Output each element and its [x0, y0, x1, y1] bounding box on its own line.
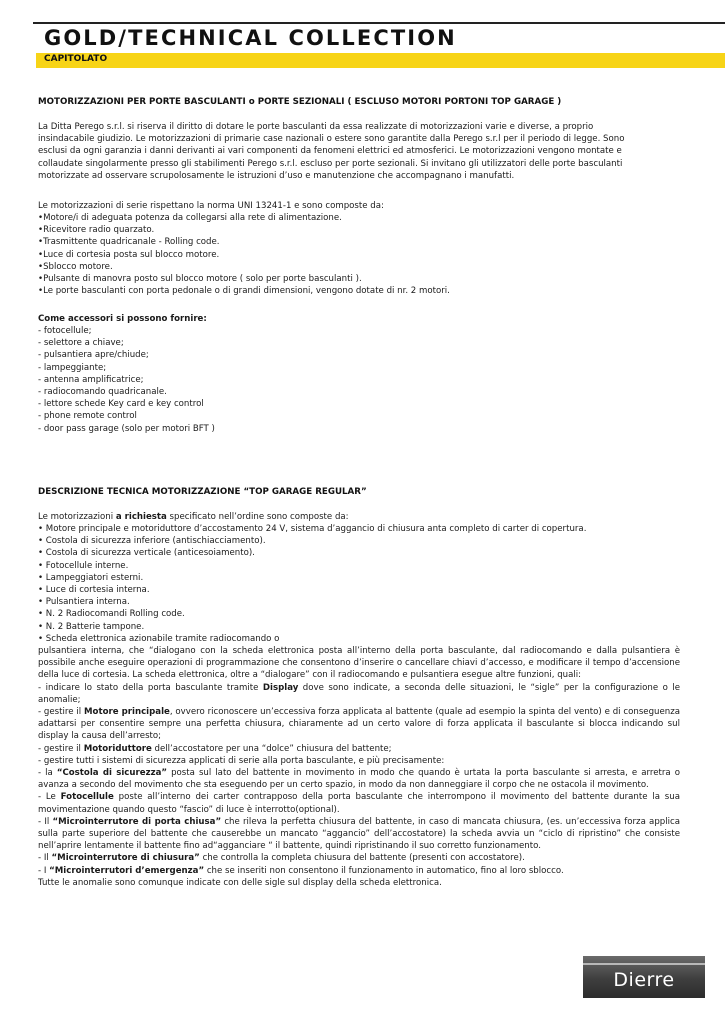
list-item: • Costola di sicurezza verticale (anticesoiamento).: [38, 548, 255, 559]
intro-line: esclusi da ogni garanzia i danni derivanti ai vari componenti da fenomeni elettrici ed atmosferici. Le motorizzazioni vengono montate e: [38, 146, 622, 157]
text-run-bold: Fotocellule: [60, 792, 114, 803]
paragraph: Tutte le anomalie sono comunque indicate con delle sigle sul display della scheda elettronica.: [38, 877, 442, 888]
request-intro: [38, 511, 680, 523]
paragraph: [38, 816, 680, 853]
text-run-bold: Display: [262, 682, 299, 693]
list-item: - pulsantiera apre/chiude;: [38, 350, 149, 361]
list-item: - phone remote control: [38, 411, 137, 422]
page-title: GOLD/TECHNICAL COLLECTION: [44, 26, 457, 50]
list-item: - lettore schede Key card e key control: [38, 399, 204, 410]
text-run: dove sono indicate, a seconda delle situazioni, le “sigle” per la configurazione o le anomalie;: [38, 682, 680, 705]
intro-line: La Ditta Perego s.r.l. si riserva il diritto di dotare le porte basculanti da essa realizzate di motorizzazioni varie e diverse, a proprio: [38, 122, 594, 132]
logo-text: Dierre: [613, 969, 675, 991]
paragraph: [38, 865, 680, 877]
text-run: che controlla la completa chiusura del battente (presenti con accostatore).: [199, 853, 525, 864]
intro-line: collaudate singolarmente presso gli stabilimenti Perego s.r.l. escluso per porte sezionali. Si invitano gli utilizzatori delle porte basculanti: [38, 158, 623, 169]
section1-heading: MOTORIZZAZIONI PER PORTE BASCULANTI o PORTE SEZIONALI ( ESCLUSO MOTORI PORTONI TOP GARAGE ): [38, 97, 562, 107]
text-run-bold: “Microinterrutore di chiusura”: [51, 853, 200, 864]
request-bold: a richiesta: [115, 512, 167, 522]
dierre-logo: [583, 956, 705, 998]
list-item: • Luce di cortesia interna.: [38, 585, 150, 596]
standard-intro: Le motorizzazioni di serie rispettano la norma UNI 13241-1 e sono composte da:: [38, 201, 384, 211]
paragraph: [38, 791, 680, 815]
list-item: - selettore a chiave;: [38, 338, 124, 349]
text-run-bold: “Costola di sicurezza”: [56, 768, 168, 779]
list-item: - antenna amplificatrice;: [38, 374, 144, 385]
list-item: • Scheda elettronica azionabile tramite radiocomando o: [38, 633, 280, 644]
top-garage-components-list: [38, 523, 680, 645]
list-item: • Fotocellule interne.: [38, 560, 129, 571]
list-item: • Motore principale e motoriduttore d’accostamento 24 V, sistema d’aggancio di chiusura anta completo di carter di copertura.: [38, 524, 587, 534]
paragraph: pulsantiera interna, che “dialogano con la scheda elettronica posta all’interno della porta basculante, dal radiocomando e dalla pulsantiera è possibile anche eseguire operazioni di programmazione che consentono d’inserire o cancellare chiavi d’accesso, e modificare il tempo d’accensione della luce di cortesia. La scheda elettronica, oltre a “dialogare” con il radiocomando e pulsantiera esegue altre funzioni, quali:: [38, 646, 680, 681]
list-item: •Sblocco motore.: [38, 261, 113, 272]
text-run-bold: “Microinterrutore di porta chiusa”: [52, 816, 222, 827]
paragraph: [38, 852, 680, 864]
list-item: •Motore/i di adeguata potenza da collegarsi alla rete di alimentazione.: [38, 213, 342, 223]
text-run: posta sul lato del battente in movimento in modo che quando è urtata la porta basculante si arresta, e arretra o avanza a secondo del movimento che sta eseguendo per un certo spazio, in modo da non danneggiare il corpo che ne ostacola il movimento.: [38, 768, 680, 791]
intro-line: insindacabile giudizio. Le motorizzazioni di primarie case nazionali o estere sono garantite dalla Perego s.r.l per il periodo di legge. Sono: [38, 134, 625, 145]
section2-heading: DESCRIZIONE TECNICA MOTORIZZAZIONE “TOP GARAGE REGULAR”: [38, 487, 367, 497]
list-item: •Trasmittente quadricanale - Rolling code.: [38, 237, 220, 248]
text-run: - indicare lo stato della porta basculante tramite: [38, 682, 263, 693]
text-run: - gestire il: [38, 743, 84, 754]
list-item: •Le porte basculanti con porta pedonale o di grandi dimensioni, vengono dotate di nr. 2 motori.: [38, 286, 450, 297]
text-run-bold: Motoriduttore: [83, 743, 152, 754]
intro-line: motorizzate ad osservare scrupolosamente le istruzioni d’uso e manutenzione che accompagnano i manufatti.: [38, 170, 515, 181]
text-run: - I: [38, 865, 50, 876]
request-pre: Le motorizzazioni: [38, 512, 116, 522]
list-item: • Pulsantiera interna.: [38, 597, 130, 608]
list-item: • Lampeggiatori esterni.: [38, 572, 144, 583]
list-item: •Pulsante di manovra posto sul blocco motore ( solo per porte basculanti ).: [38, 274, 362, 285]
text-run: - Il: [38, 816, 53, 827]
section-band: [36, 53, 725, 68]
text-run-bold: Motore principale: [84, 707, 170, 718]
paragraph: [38, 682, 680, 706]
paragraph: [38, 767, 680, 791]
functions-body: [38, 645, 680, 889]
list-item: - lampeggiante;: [38, 362, 107, 373]
paragraph: - gestire tutti i sistemi di sicurezza applicati di serie alla porta basculante, e più precisamente:: [38, 755, 445, 766]
text-run-bold: “Microinterrutori d’emergenza”: [49, 865, 205, 876]
paragraph: [38, 743, 680, 755]
text-run: poste all’interno dei carter contrapposo della porta basculante che interrompono il movimento del battente durante la sua movimentazione quando questo “fascio” di luce è interrotto(optional).: [38, 792, 680, 815]
text-run: dell’accostatore per una “dolce” chiusura del battente;: [151, 743, 392, 754]
list-item: • N. 2 Batterie tampone.: [38, 621, 145, 632]
text-run: che rileva la perfetta chiusura del battente, in caso di mancata chiusura, (es. un’eccessiva forza applica sulla parte superiore del battente che causerebbe un mancato “aggancio” dell’accostatore) la scheda avvia un “ciclo di ripristino” che consiste nell’aprire lentamente il battente fino ad“agganciare “ il battente, quindi ripristinando il suo corretto funzionamento.: [38, 816, 680, 852]
list-item: •Ricevitore radio quarzato.: [38, 225, 155, 236]
standard-components-list: [38, 212, 680, 297]
text-run: - gestire il: [38, 707, 84, 718]
list-item: • Costola di sicurezza inferiore (antischiacciamento).: [38, 536, 266, 547]
list-item: - radiocomando quadricanale.: [38, 387, 167, 398]
accessories-list: [38, 325, 680, 435]
request-post: specificato nell’ordine sono composte da:: [166, 512, 349, 522]
text-run: - Il: [38, 853, 52, 864]
text-run: che se inseriti non consentono il funzionamento in automatico, fino al loro sblocco.: [204, 865, 564, 876]
list-item: • N. 2 Radiocomandi Rolling code.: [38, 609, 185, 620]
paragraph: [38, 706, 680, 743]
logo-line: [583, 963, 705, 965]
list-item: - door pass garage (solo per motori BFT ): [38, 423, 215, 434]
text-run: , ovvero riconoscere un’eccessiva forza applicata al battente (quale ad esempio la spinta del vento) e di conseguenza adattarsi per consentire sempre una perfetta chiusura, chiaramente ad un certo valore di forza applicata il basculante si blocca indicando sul display la causa dell’arresto;: [38, 707, 681, 742]
accessories-heading: Come accessori si possono fornire:: [38, 314, 207, 324]
top-rule: [33, 22, 725, 24]
band-label: CAPITOLATO: [44, 54, 108, 64]
text-run: - la: [38, 768, 57, 779]
list-item: •Luce di cortesia posta sul blocco motore.: [38, 249, 220, 260]
section1-intro: [38, 121, 680, 182]
text-run: - Le: [38, 792, 61, 803]
list-item: - fotocellule;: [38, 326, 92, 336]
